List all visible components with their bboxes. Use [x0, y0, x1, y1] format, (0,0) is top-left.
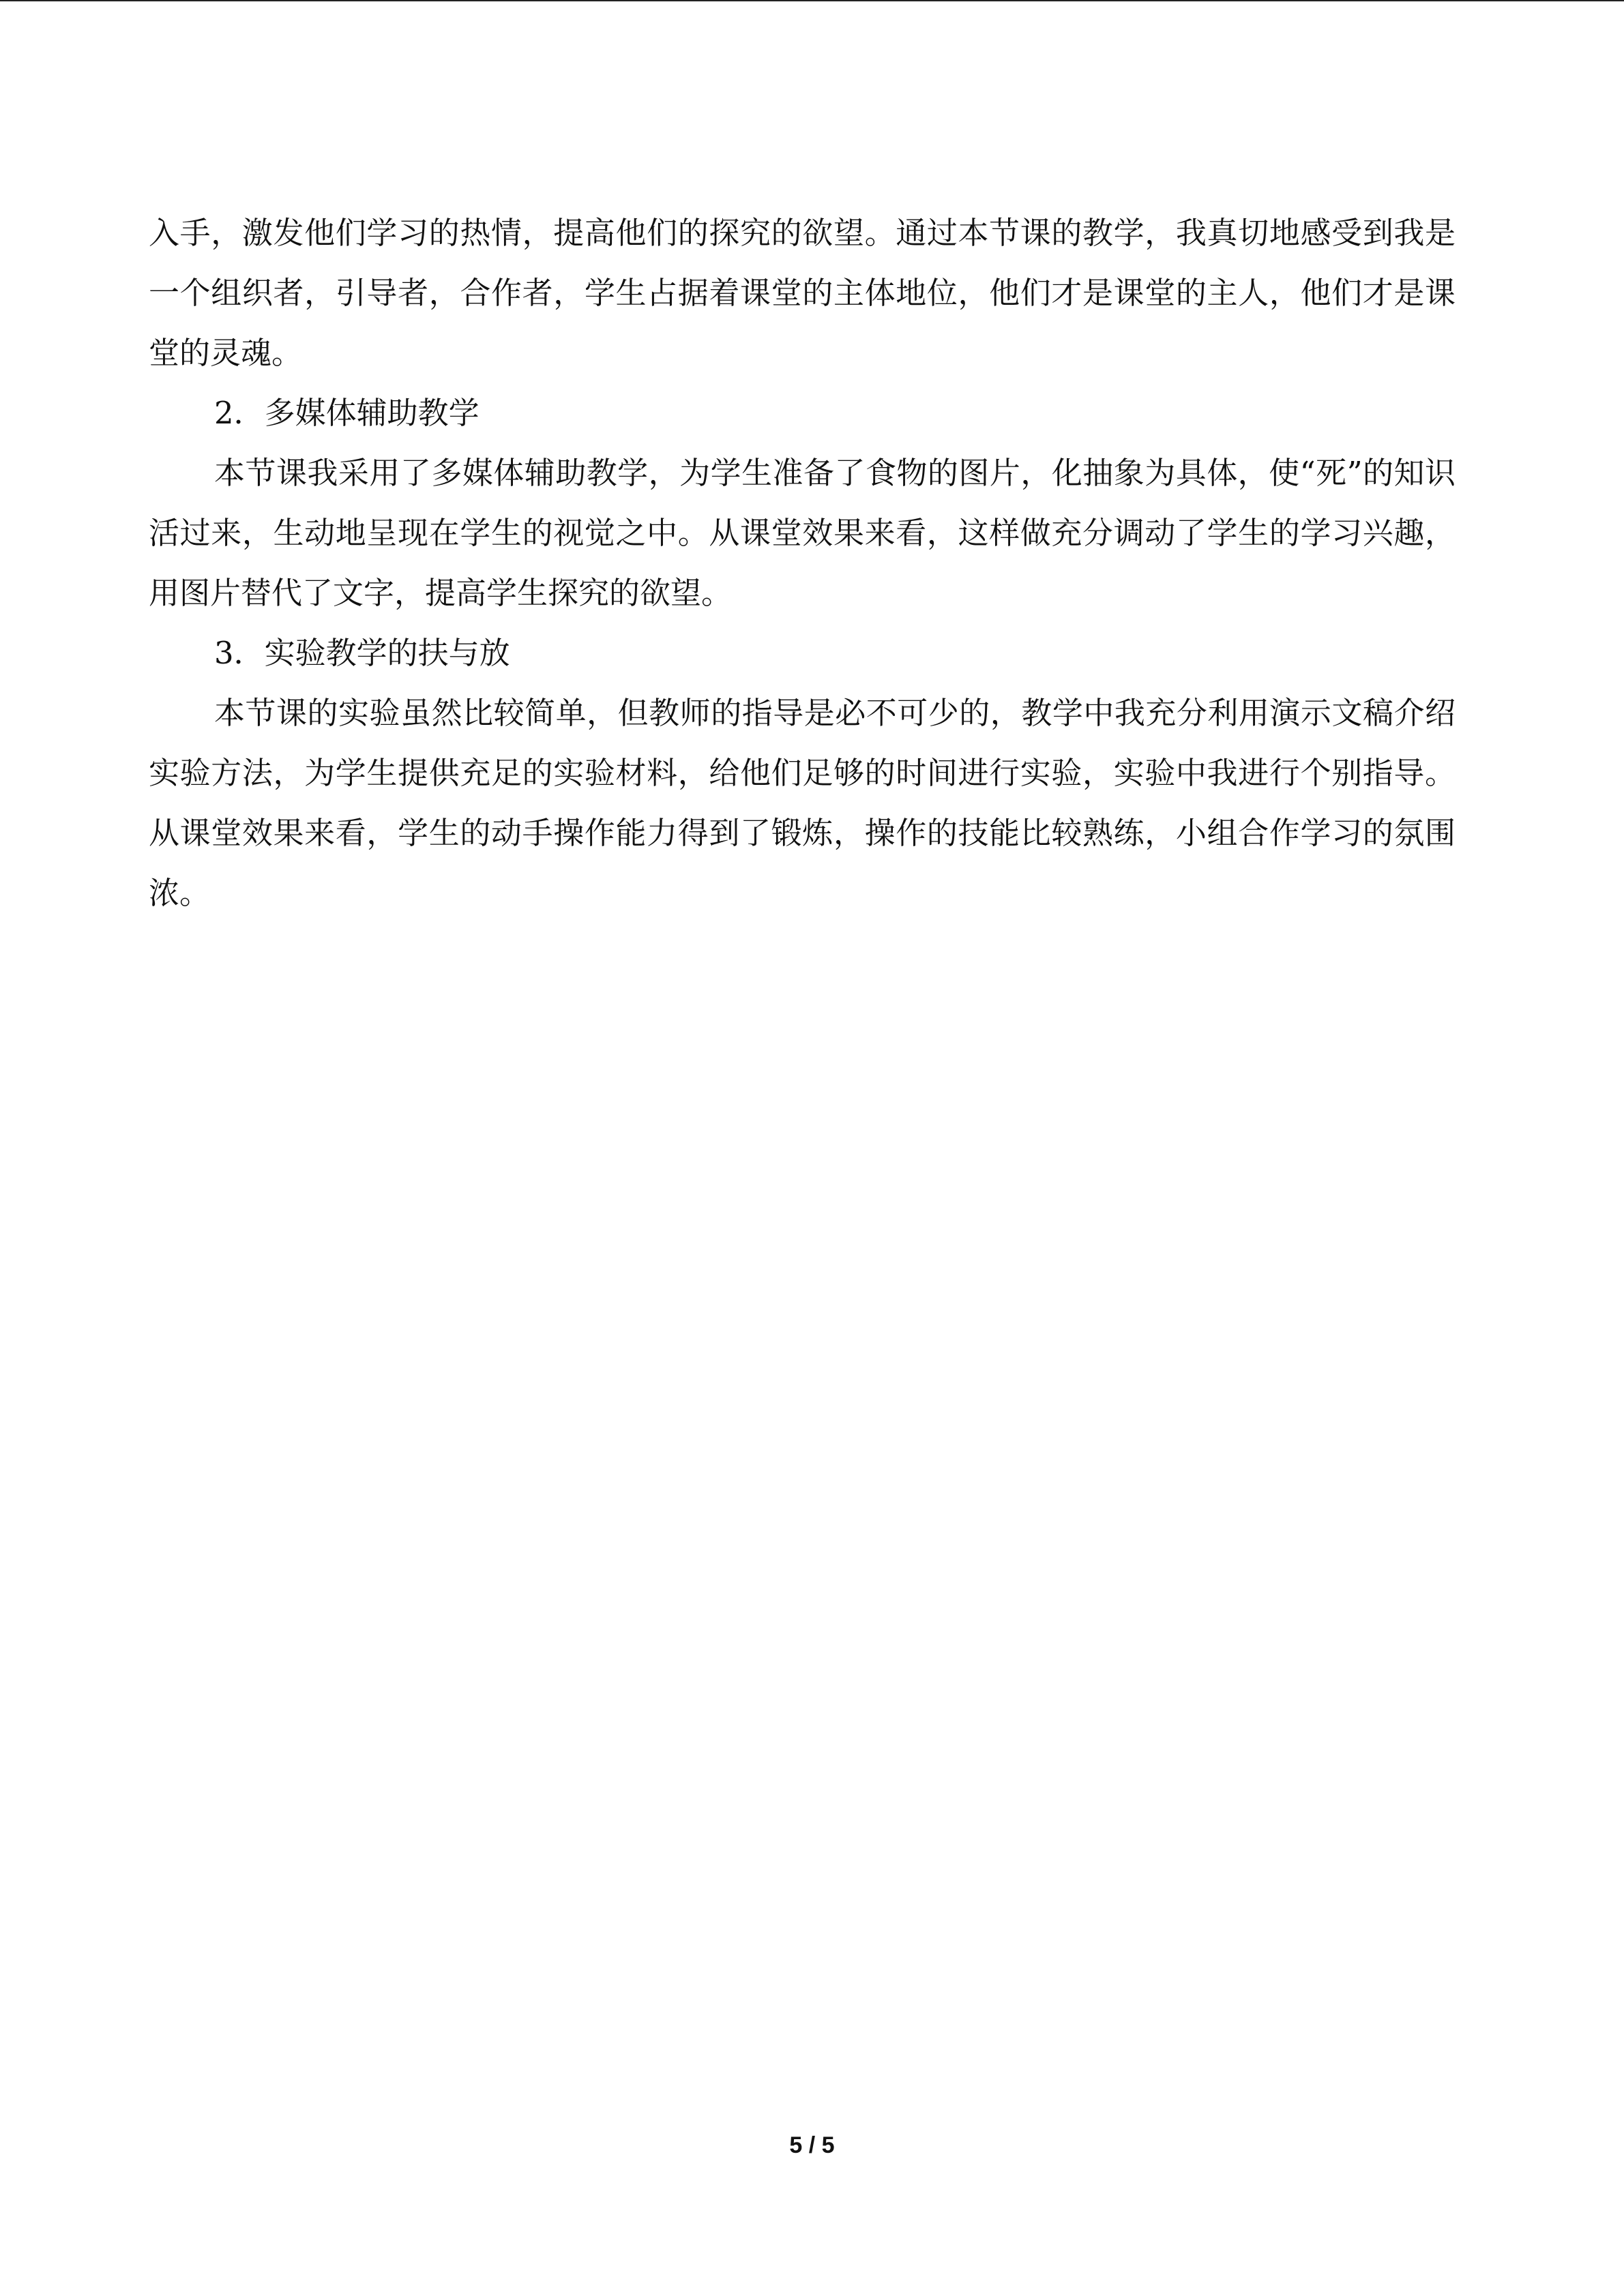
- paragraph-experiment: 本节课的实验虽然比较简单，但教师的指导是必不可少的，教学中我充分利用演示文稿介绍实验方法，为学生提供充足的实验材料，给他们足够的时间进行实验，实验中我进行个别指导。从课堂效果来看，学生的动手操作能力得到了锻炼，操作的技能比较熟练，小组合作学习的氛围浓。: [149, 695, 1456, 911]
- page-number: 5 / 5: [789, 2132, 835, 2158]
- paragraph-continuation: 入手，激发他们学习的热情，提高他们的探究的欲望。通过本节课的教学，我真切地感受到我是一个组织者，引导者，合作者，学生占据着课堂的主体地位，他们才是课堂的主人，他们才是课堂的灵魂。: [149, 215, 1456, 371]
- section-heading-multimedia: 2．多媒体辅助教学: [214, 395, 479, 431]
- paragraph-multimedia: 本节课我采用了多媒体辅助教学，为学生准备了食物的图片，化抽象为具体，使“死”的知识活过来，生动地呈现在学生的视觉之中。从课堂效果来看，这样做充分调动了学生的学习兴趣，用图片替代了文字，提高学生探究的欲望。: [149, 455, 1456, 611]
- section-heading-experiment: 3．实验教学的扶与放: [214, 635, 510, 671]
- document-body: [149, 203, 1456, 923]
